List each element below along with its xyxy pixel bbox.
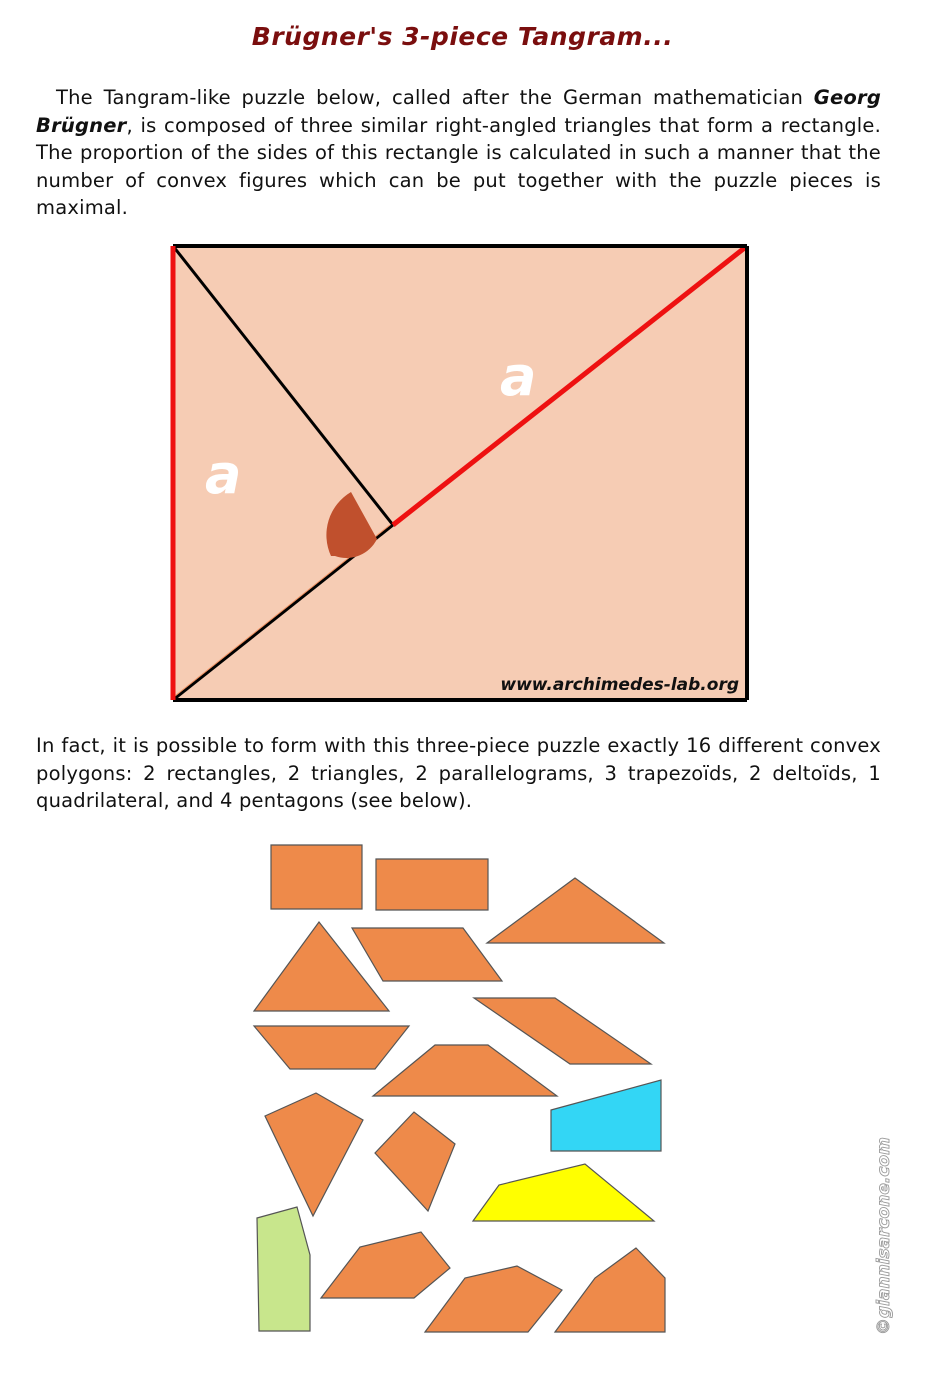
rectangle-square	[271, 845, 362, 909]
pentagon-right	[555, 1248, 665, 1332]
deltoid-kite	[265, 1093, 363, 1216]
pentagon-middle	[425, 1266, 562, 1332]
side-label-diagonal: a	[500, 345, 537, 408]
deltoid-rhombus	[375, 1112, 455, 1211]
copyright-text: ©giannisarcone.com	[874, 1137, 894, 1335]
pentagon-left	[321, 1232, 450, 1298]
intro-text-start: The Tangram-like puzzle below, called after the German mathematician	[56, 86, 814, 109]
triangle-wide	[487, 878, 664, 943]
side-label-left: a	[205, 443, 242, 506]
rectangle-wide	[376, 859, 488, 910]
website-label: www.archimedes-lab.org	[500, 675, 739, 695]
result-paragraph: In fact, it is possible to form with this three-piece puzzle exactly 16 different convex polygons: 2 rectangles, 2 triangles, 2 parallelograms, 3 trapezoïds, 2 deltoïds, 1 quadrilateral, and 4 pentagons (see below).	[36, 734, 881, 812]
convex-polygons-gallery	[245, 835, 675, 1345]
tangram-rectangle-diagram	[165, 238, 755, 708]
page-title: Brügner's 3-piece Tangram...	[251, 22, 674, 51]
intro-text-end: , is composed of three similar right-angled triangles that form a rectangle. The proportion of the sides of this rectangle is calculated in such a manner that the number of convex figures which can be put together with the puzzle pieces is maximal.	[36, 113, 881, 219]
trapezoid-upright	[373, 1045, 557, 1096]
quadrilateral-cyan	[551, 1080, 661, 1151]
copyright-credit	[862, 1130, 900, 1340]
parallelogram-small	[352, 928, 502, 981]
intro-paragraph	[36, 84, 881, 222]
pentagon-green	[257, 1207, 310, 1331]
mathematician-name: Georg Brügner	[36, 86, 881, 137]
pentagon-yellow	[473, 1164, 654, 1221]
trapezoid-inverted	[254, 1026, 409, 1069]
